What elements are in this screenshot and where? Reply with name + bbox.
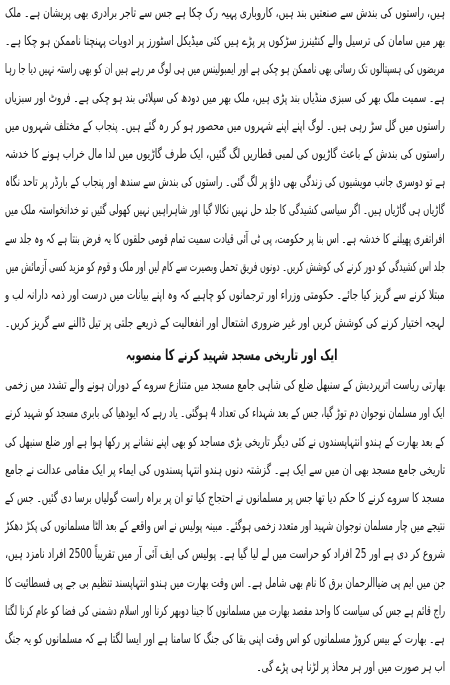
- body-text-line: اب ہر صورت میں اور ہر محاذ پر لڑنا ہی پڑے گی۔: [256, 660, 445, 676]
- body-text-line: مسجد کا سروے کرنے کا حکم دیا تھا جس پر مسلمانوں نے احتجاج کیا تو ان پر براہ راست گولیاں برسا دی گئیں۔ جس کے: [5, 491, 445, 506]
- body-text-line: کے بعد بھارت کے ہندو انتہاپسندوں نے کئی دیگر تاریخی بڑی مساجد کو بھی اپنے نشانے پر رکھا ہوا ہے اور ضلع سنبھل کی: [5, 434, 445, 450]
- body-text-line: ایک اور مسلمان نوجوان دم توڑ گیا، جس کے بعد شہداء کی تعداد 4 ہوگئی۔ یاد رہے کہ ایودھیا کی بابری مسجد کو شہید کرنے: [5, 406, 445, 422]
- article-body-section-1: [5, 0, 445, 338]
- section-heading: ایک اور تاریخی مسجد شہید کرنے کا منصوبہ: [126, 346, 338, 365]
- body-text-line: نتیجے میں چار مسلمان نوجوان شہید اور متعدد زخمی ہوگئے۔ مبینہ پولیس نے اس واقعے کے بعد الٹا مسلمانوں کی پکڑ دھکڑ: [4, 519, 445, 535]
- body-text-line: راستوں کی بندش کے باعث گاڑیوں کی لمبی قطاریں لگ گئیں، ایک طرف گاڑیوں میں لدا مال خراب ہونے کا خدشہ: [5, 146, 445, 162]
- body-text-line: مبتلا کرنے سے گریز کیا جائے۔ حکومتی وزراء اور ترجمانوں کو چاہیے کہ وہ اپنے بیانات میں درست اور ذمہ دارانہ لب و: [5, 287, 445, 303]
- body-text-line: تاریخی جامع مسجد بھی ان میں سے ایک ہے۔ گزشتہ دنوں ہندو انتہا پسندوں کی ایماء پر ایک مقامی عدالت نے جامع: [4, 462, 445, 478]
- body-text-line: شروع کر دی ہے اور 25 افراد کو حراست میں لے لیا گیا ہے۔ پولیس کی ایف آئی آر میں تقریباً 2500 افراد نامزد ہیں،: [4, 547, 445, 563]
- body-text-line: راج قائم ہے جس کی سیاست کا واحد مقصد بھارت میں مسلمانوں کا جینا دوبھر کرنا اور اسلام دشمنی کی فضا کو عام کرنا لگتا: [4, 603, 445, 619]
- body-text-line: بھارتی ریاست اترپردیش کے سنبھل ضلع کی شاہی جامع مسجد میں متنازع سروے کے دوران ہونے والے تشدد میں زخمی: [4, 378, 445, 394]
- body-text-line: لہجہ اختیار کرنے کی کوشش کریں اور غیر ضروری اشتعال اور انفعالیت کے ذریعے جلتی پر تیل ڈالنے سے گریز کریں۔: [5, 316, 445, 332]
- body-text-line: ہیں، راستوں کی بندش سے صنعتیں بند ہیں، کاروباری پہیہ رک چکا ہے جس سے تاجر برادری بھی پریشان ہے۔ ملک: [4, 6, 445, 21]
- body-text-line: ہے۔ سمیت ملک بھر کی سبزی منڈیاں بند پڑی ہیں، ملک بھر میں دودھ کی سپلائی بند ہو چکی ہے۔ فروٹ اور سبزیاں: [5, 90, 445, 106]
- body-text-line: بھر میں سامان کی ترسیل والے کنٹینرز سڑکوں پر پڑے ہیں کئی میڈیکل اسٹورز پر ادویات پہنچنا ناممکن ہو چکا ہے۔: [4, 34, 445, 50]
- body-text-line: گاڑیاں ہی گاڑیاں ہیں۔ اگر سیاسی کشیدگی کا جلد حل نہیں نکالا گیا اور شاہراہیں نہیں کھولی گئیں تو خدانخواستہ ملک میں: [5, 203, 445, 219]
- body-text-line: ہے۔ بھارت کے بیس کروڑ مسلمانوں کو اس وقت اپنی بقا کی جنگ کا سامنا ہے اور ایسا لگتا ہے کہ مسلمانوں کو یہ جنگ: [5, 631, 445, 647]
- body-text-line: ہے تو دوسری جانب مویشیوں کی زندگی بھی داؤ پر لگ گئی۔ راستوں کی بندش سے سندھ اور پنجاب کے بارڈر پر تاحد نگاہ: [4, 175, 445, 191]
- body-text-line: مریضوں کی ہسپتالوں تک رسائی بھی ناممکن ہو چکی ہے اور ایمبولینس میں ہی لوگ مر رہے ہیں ان کو بھی راستہ نہیں دیا جا رہا: [5, 62, 445, 78]
- body-text-line: جن میں ایم پی ضیاالرحمان برق کا نام بھی شامل ہے۔ اس وقت بھارت میں ہندو انتہاپسند تنظیم بی جے پی فسطائیت کا: [4, 575, 445, 591]
- body-text-line: جلد اس کشیدگی کو دور کرنے کی کوشش کریں۔ دونوں فریق تحمل وبصیرت سے کام لیں اور ملک و قوم کو مزید کسی آزمائش میں: [5, 259, 445, 275]
- body-text-line: افراتفری پھیلنے کا خدشہ ہے۔ اس بنا پر حکومت، پی ٹی آئی قیادت سمیت تمام قومی حلقوں کا یہ فرض بنتا ہے کہ وہ جلد سے: [5, 231, 445, 247]
- article-body-section-2: [5, 372, 445, 682]
- body-text-line: راستوں میں گل سڑ رہی ہیں۔ لوگ اپنے اپنے شہروں میں محصور ہو کر رہ گئے ہیں۔ پنجاب کے مختلف شہروں میں: [5, 118, 445, 134]
